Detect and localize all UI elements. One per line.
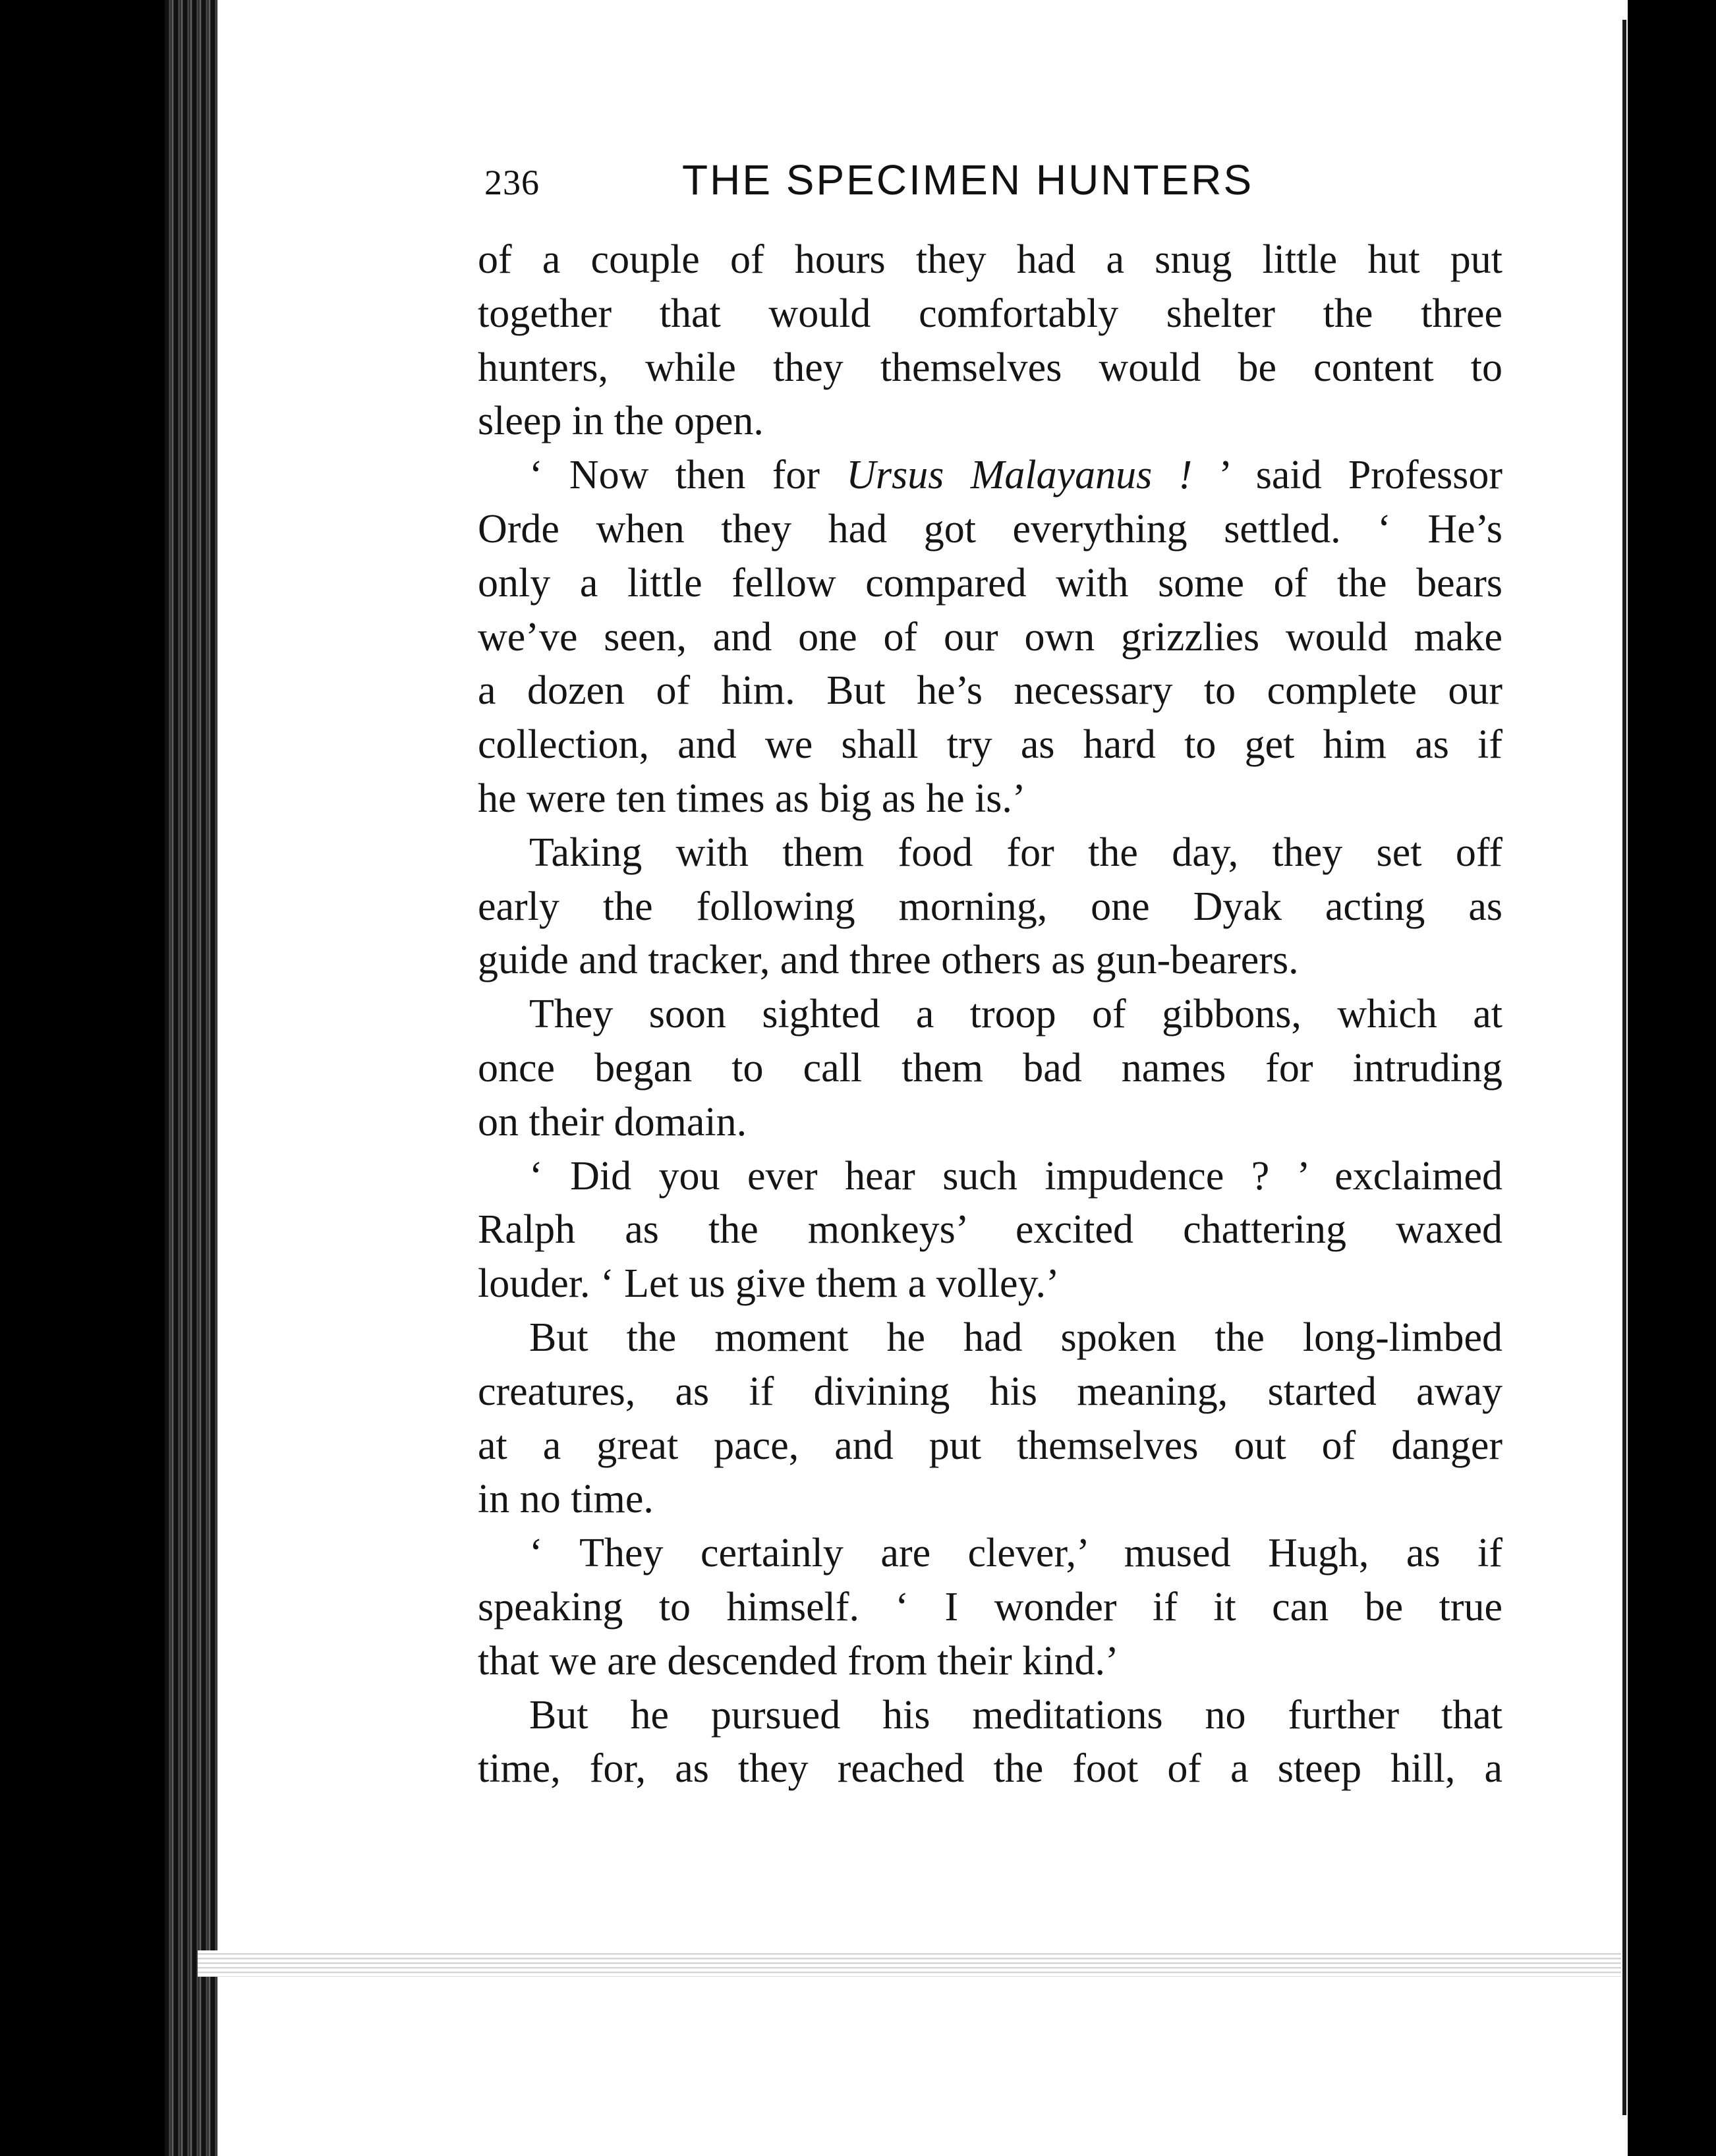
text-line: a dozen of him. But he’s necessary to complete our <box>478 668 1502 714</box>
text-line: sleep in the open. <box>478 399 764 444</box>
text-line: ‘ Did you ever hear such impudence ? ’ exclaimed <box>529 1153 1502 1199</box>
book-title: THE SPECIMEN HUNTERS <box>682 156 1254 204</box>
text-line: creatures, as if divining his meaning, started away <box>478 1369 1502 1414</box>
text-line: ‘ They certainly are clever,’ mused Hugh, as if <box>529 1531 1502 1576</box>
text-line: louder. ‘ Let us give them a volley.’ <box>478 1261 1060 1307</box>
text-line: early the following morning, one Dyak acting as <box>478 884 1502 929</box>
right-dark-margin <box>1628 0 1716 2156</box>
text-fragment: ’ said Professor <box>1218 453 1503 498</box>
text-line: at a great pace, and put themselves out of danger <box>478 1423 1502 1468</box>
text-line: speaking to himself. ‘ I wonder if it can be true <box>478 1584 1502 1630</box>
text-line: on their domain. <box>478 1099 747 1145</box>
text-line: he were ten times as big as he is.’ <box>478 776 1026 821</box>
text-line: only a little fellow compared with some of the bears <box>478 560 1502 606</box>
text-line-with-italic <box>478 449 1502 503</box>
text-line: But the moment he had spoken the long-limbed <box>529 1315 1502 1360</box>
body-text <box>478 233 1502 1796</box>
text-line: in no time. <box>478 1477 654 1522</box>
text-line: But he pursued his meditations no further that <box>529 1692 1502 1738</box>
text-line: hunters, while they themselves would be content to <box>478 345 1502 390</box>
text-line: guide and tracker, and three others as gun-bearers. <box>478 938 1299 983</box>
text-line: Taking with them food for the day, they set off <box>529 830 1502 875</box>
text-line: together that would comfortably shelter the three <box>478 291 1502 336</box>
page-stack-edge <box>165 0 217 2156</box>
text-line: collection, and we shall try as hard to get him as if <box>478 722 1502 768</box>
text-line: Ralph as the monkeys’ excited chattering waxed <box>478 1207 1502 1253</box>
right-page-edge-line <box>1622 20 1626 2115</box>
text-line: once began to call them bad names for intruding <box>478 1045 1502 1091</box>
text-line: of a couple of hours they had a snug little hut put <box>478 237 1502 282</box>
page-number: 236 <box>484 163 540 202</box>
italic-species-name: Ursus Malayanus ! <box>846 453 1193 498</box>
running-head <box>484 156 1318 208</box>
page-bottom-edge <box>198 1950 1621 1977</box>
text-line: They soon sighted a troop of gibbons, which at <box>529 992 1502 1037</box>
text-line: time, for, as they reached the foot of a steep hill, a <box>478 1746 1502 1792</box>
text-line: that we are descended from their kind.’ <box>478 1638 1119 1684</box>
text-line: Orde when they had got everything settled. ‘ He’s <box>478 506 1502 552</box>
text-fragment: ‘ Now then for <box>529 453 820 498</box>
text-line: we’ve seen, and one of our own grizzlies would make <box>478 614 1502 660</box>
